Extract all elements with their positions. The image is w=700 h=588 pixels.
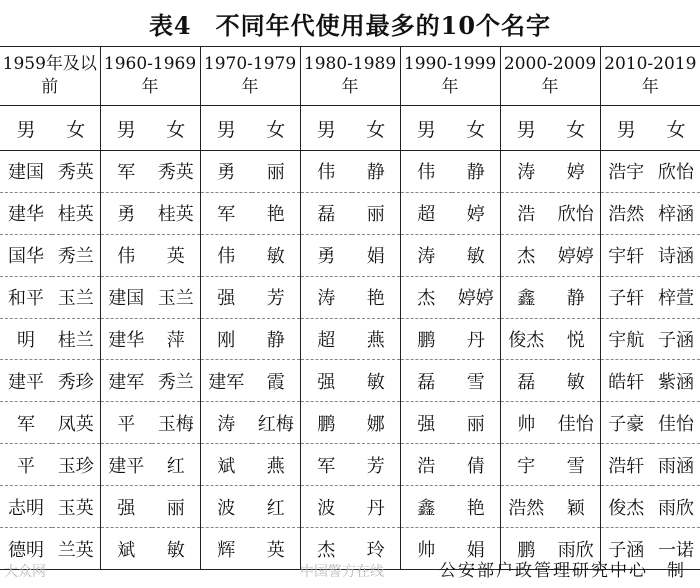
- male-name-cell: 子涵: [600, 528, 652, 570]
- male-name-cell: 磊: [400, 360, 452, 402]
- names-table: [0, 46, 700, 570]
- female-header: 女: [352, 106, 400, 151]
- male-header: 男: [200, 106, 252, 151]
- table-row: [0, 151, 700, 193]
- female-name-cell: 秀兰: [152, 360, 200, 402]
- female-name-cell: 秀珍: [52, 360, 100, 402]
- male-name-cell: 鹏: [300, 402, 352, 444]
- female-name-cell: 婷: [452, 192, 500, 234]
- male-name-cell: 建平: [0, 360, 52, 402]
- female-name-cell: 艳: [252, 192, 300, 234]
- male-name-cell: 浩: [400, 444, 452, 486]
- male-name-cell: 军: [200, 192, 252, 234]
- female-name-cell: 欣怡: [552, 192, 600, 234]
- female-name-cell: 紫涵: [652, 360, 700, 402]
- male-name-cell: 浩轩: [600, 444, 652, 486]
- male-name-cell: 斌: [100, 528, 152, 570]
- female-name-cell: 艳: [452, 486, 500, 528]
- male-name-cell: 军: [0, 402, 52, 444]
- female-header: 女: [152, 106, 200, 151]
- female-name-cell: 玉兰: [52, 276, 100, 318]
- male-name-cell: 俊杰: [500, 318, 552, 360]
- male-name-cell: 勇: [200, 151, 252, 193]
- female-name-cell: 雪: [452, 360, 500, 402]
- male-name-cell: 浩: [500, 192, 552, 234]
- female-name-cell: 红: [252, 486, 300, 528]
- female-name-cell: 静: [552, 276, 600, 318]
- table-row: [0, 402, 700, 444]
- male-name-cell: 涛: [300, 276, 352, 318]
- female-name-cell: 丽: [452, 402, 500, 444]
- male-name-cell: 浩然: [500, 486, 552, 528]
- table-row: [0, 234, 700, 276]
- era-header: 1970-1979年: [200, 47, 300, 106]
- female-name-cell: 桂英: [52, 192, 100, 234]
- table-title-text: 不同年代使用最多的10个名字: [215, 11, 552, 40]
- watermark-middle: 中国警方在线: [300, 564, 384, 580]
- male-name-cell: 建军: [200, 360, 252, 402]
- male-name-cell: 宇: [500, 444, 552, 486]
- female-name-cell: 芳: [352, 444, 400, 486]
- male-name-cell: 伟: [100, 234, 152, 276]
- female-name-cell: 娜: [352, 402, 400, 444]
- male-name-cell: 杰: [400, 276, 452, 318]
- era-header: 2010-2019年: [600, 47, 700, 106]
- female-name-cell: 桂英: [152, 192, 200, 234]
- male-name-cell: 军: [300, 444, 352, 486]
- male-name-cell: 磊: [500, 360, 552, 402]
- female-name-cell: 娟: [352, 234, 400, 276]
- male-name-cell: 鹏: [500, 528, 552, 570]
- table-title: [0, 6, 700, 41]
- source-credit: 公安部户政管理研究中心 制: [439, 561, 686, 581]
- male-header: 男: [0, 106, 52, 151]
- era-header-row: [0, 47, 700, 106]
- table-row: [0, 192, 700, 234]
- table-row: [0, 486, 700, 528]
- male-name-cell: 杰: [500, 234, 552, 276]
- male-name-cell: 超: [300, 318, 352, 360]
- female-name-cell: 敏: [552, 360, 600, 402]
- female-name-cell: 雨欣: [652, 486, 700, 528]
- era-header: 1959年及以前: [0, 47, 100, 106]
- female-name-cell: 丽: [252, 151, 300, 193]
- female-name-cell: 静: [252, 318, 300, 360]
- female-name-cell: 颖: [552, 486, 600, 528]
- male-name-cell: 伟: [200, 234, 252, 276]
- male-name-cell: 伟: [300, 151, 352, 193]
- male-name-cell: 皓轩: [600, 360, 652, 402]
- male-name-cell: 建平: [100, 444, 152, 486]
- male-name-cell: 子轩: [600, 276, 652, 318]
- male-name-cell: 勇: [300, 234, 352, 276]
- female-header: 女: [652, 106, 700, 151]
- female-name-cell: 悦: [552, 318, 600, 360]
- male-name-cell: 建华: [0, 192, 52, 234]
- male-header: 男: [400, 106, 452, 151]
- female-header: 女: [52, 106, 100, 151]
- female-name-cell: 艳: [352, 276, 400, 318]
- male-name-cell: 德明: [0, 528, 52, 570]
- table-row: [0, 318, 700, 360]
- female-name-cell: 婷婷: [452, 276, 500, 318]
- female-name-cell: 雨涵: [652, 444, 700, 486]
- male-name-cell: 磊: [300, 192, 352, 234]
- table-row: [0, 444, 700, 486]
- male-name-cell: 志明: [0, 486, 52, 528]
- male-name-cell: 涛: [400, 234, 452, 276]
- female-name-cell: 凤英: [52, 402, 100, 444]
- male-name-cell: 建国: [100, 276, 152, 318]
- female-name-cell: 红梅: [252, 402, 300, 444]
- male-header: 男: [600, 106, 652, 151]
- male-name-cell: 宇轩: [600, 234, 652, 276]
- names-table-body: [0, 151, 700, 570]
- female-name-cell: 子涵: [652, 318, 700, 360]
- male-name-cell: 平: [100, 402, 152, 444]
- male-name-cell: 帅: [500, 402, 552, 444]
- male-name-cell: 帅: [400, 528, 452, 570]
- female-name-cell: 梓萱: [652, 276, 700, 318]
- male-name-cell: 建华: [100, 318, 152, 360]
- female-name-cell: 玉兰: [152, 276, 200, 318]
- male-name-cell: 强: [300, 360, 352, 402]
- female-name-cell: 敏: [252, 234, 300, 276]
- female-name-cell: 英: [252, 528, 300, 570]
- female-name-cell: 玲: [352, 528, 400, 570]
- male-name-cell: 波: [200, 486, 252, 528]
- era-header: 1960-1969年: [100, 47, 200, 106]
- male-name-cell: 强: [400, 402, 452, 444]
- watermark-left: 大众网: [4, 564, 46, 580]
- male-name-cell: 勇: [100, 192, 152, 234]
- female-name-cell: 雪: [552, 444, 600, 486]
- table-row: [0, 276, 700, 318]
- female-name-cell: 红: [152, 444, 200, 486]
- female-header: 女: [552, 106, 600, 151]
- male-name-cell: 明: [0, 318, 52, 360]
- male-name-cell: 建国: [0, 151, 52, 193]
- female-name-cell: 丽: [152, 486, 200, 528]
- female-name-cell: 婷: [552, 151, 600, 193]
- table-number: 表4: [148, 11, 192, 40]
- female-name-cell: 玉梅: [152, 402, 200, 444]
- female-name-cell: 秀兰: [52, 234, 100, 276]
- male-name-cell: 超: [400, 192, 452, 234]
- male-name-cell: 伟: [400, 151, 452, 193]
- female-name-cell: 雨欣: [552, 528, 600, 570]
- male-name-cell: 俊杰: [600, 486, 652, 528]
- female-name-cell: 佳怡: [652, 402, 700, 444]
- male-name-cell: 宇航: [600, 318, 652, 360]
- female-name-cell: 芳: [252, 276, 300, 318]
- female-name-cell: 燕: [352, 318, 400, 360]
- male-header: 男: [500, 106, 552, 151]
- female-name-cell: 敏: [352, 360, 400, 402]
- male-name-cell: 子豪: [600, 402, 652, 444]
- female-name-cell: 秀英: [152, 151, 200, 193]
- male-name-cell: 强: [100, 486, 152, 528]
- female-name-cell: 玉珍: [52, 444, 100, 486]
- female-name-cell: 倩: [452, 444, 500, 486]
- male-name-cell: 和平: [0, 276, 52, 318]
- female-name-cell: 霞: [252, 360, 300, 402]
- male-name-cell: 鑫: [400, 486, 452, 528]
- table-row: [0, 360, 700, 402]
- male-name-cell: 波: [300, 486, 352, 528]
- female-name-cell: 敏: [452, 234, 500, 276]
- female-name-cell: 一诺: [652, 528, 700, 570]
- female-name-cell: 诗涵: [652, 234, 700, 276]
- male-name-cell: 浩然: [600, 192, 652, 234]
- female-name-cell: 梓涵: [652, 192, 700, 234]
- male-name-cell: 斌: [200, 444, 252, 486]
- male-name-cell: 涛: [500, 151, 552, 193]
- male-name-cell: 鹏: [400, 318, 452, 360]
- female-header: 女: [252, 106, 300, 151]
- female-name-cell: 桂兰: [52, 318, 100, 360]
- male-header: 男: [300, 106, 352, 151]
- female-name-cell: 丽: [352, 192, 400, 234]
- female-name-cell: 丹: [452, 318, 500, 360]
- female-name-cell: 静: [352, 151, 400, 193]
- female-name-cell: 敏: [152, 528, 200, 570]
- male-name-cell: 辉: [200, 528, 252, 570]
- female-name-cell: 欣怡: [652, 151, 700, 193]
- male-name-cell: 平: [0, 444, 52, 486]
- male-name-cell: 建军: [100, 360, 152, 402]
- female-name-cell: 英: [152, 234, 200, 276]
- female-name-cell: 兰英: [52, 528, 100, 570]
- female-name-cell: 婷婷: [552, 234, 600, 276]
- female-name-cell: 娟: [452, 528, 500, 570]
- era-header: 1980-1989年: [300, 47, 400, 106]
- female-name-cell: 玉英: [52, 486, 100, 528]
- female-name-cell: 秀英: [52, 151, 100, 193]
- era-header: 1990-1999年: [400, 47, 500, 106]
- female-name-cell: 佳怡: [552, 402, 600, 444]
- male-name-cell: 军: [100, 151, 152, 193]
- male-name-cell: 杰: [300, 528, 352, 570]
- female-header: 女: [452, 106, 500, 151]
- gender-header-row: [0, 106, 700, 151]
- female-name-cell: 萍: [152, 318, 200, 360]
- male-name-cell: 强: [200, 276, 252, 318]
- female-name-cell: 丹: [352, 486, 400, 528]
- male-name-cell: 涛: [200, 402, 252, 444]
- era-header: 2000-2009年: [500, 47, 600, 106]
- male-name-cell: 鑫: [500, 276, 552, 318]
- male-name-cell: 国华: [0, 234, 52, 276]
- male-header: 男: [100, 106, 152, 151]
- female-name-cell: 静: [452, 151, 500, 193]
- female-name-cell: 燕: [252, 444, 300, 486]
- male-name-cell: 刚: [200, 318, 252, 360]
- male-name-cell: 浩宇: [600, 151, 652, 193]
